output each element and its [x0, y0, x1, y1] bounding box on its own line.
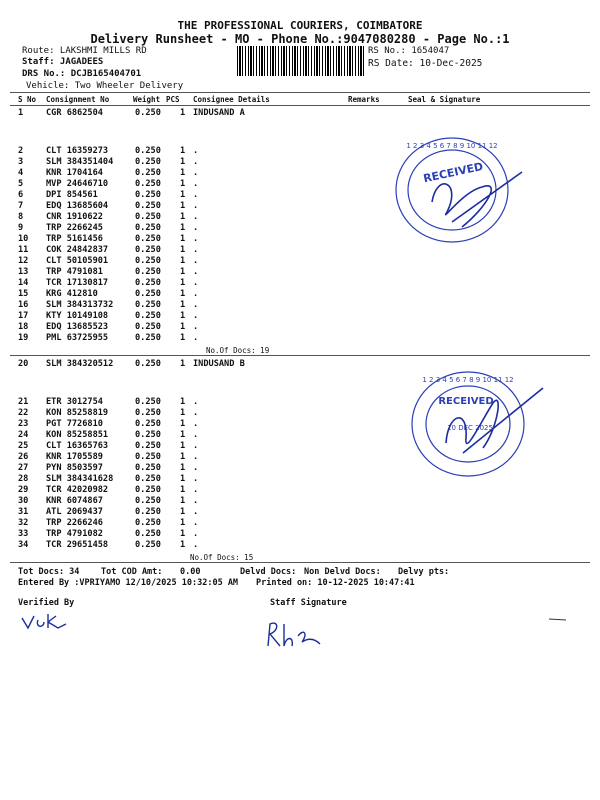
- table-row: 23 PGT 7726810 0.250 1 .: [18, 419, 199, 429]
- table-row: 18 EDQ 13685523 0.250 1 .: [18, 322, 199, 332]
- staff-signature: [264, 618, 324, 650]
- table-row: 31 ATL 2069437 0.250 1 .: [18, 507, 199, 517]
- header-rule-bottom: [10, 105, 590, 106]
- table-row: 1 CGR 6862504 0.250 1 INDUSAND A: [18, 108, 245, 118]
- table-row: 10 TRP 5161456 0.250 1 .: [18, 234, 199, 244]
- stamp-date-text: 10 DEC 2025: [447, 424, 493, 432]
- table-row: 30 KNR 6074867 0.250 1 .: [18, 496, 199, 506]
- runsheet-subtitle: Delivery Runsheet - MO - Phone No.:9047080280 - Page No.:1: [90, 32, 510, 46]
- delivery-points: Delvy pts:: [398, 567, 450, 577]
- stamp-received-text: RECEIVED: [422, 159, 485, 186]
- table-row: 4 KNR 1704164 0.250 1 .: [18, 168, 199, 178]
- group-divider: [10, 562, 590, 563]
- table-row: 21 ETR 3012754 0.250 1 .: [18, 397, 199, 407]
- stamp-received-text: RECEIVED: [438, 396, 494, 407]
- col-weight: Weight: [133, 95, 161, 104]
- col-remarks: Remarks: [348, 95, 380, 104]
- table-row: 29 TCR 42020982 0.250 1 .: [18, 485, 199, 495]
- table-row: 13 TRP 4791081 0.250 1 .: [18, 267, 199, 277]
- table-row: 12 CLT 50105901 0.250 1 .: [18, 256, 199, 266]
- table-row: 5 MVP 24646710 0.250 1 .: [18, 179, 199, 189]
- table-row: 34 TCR 29651458 0.250 1 .: [18, 540, 199, 550]
- stamp-ring-text: 1 2 3 4 5 6 7 8 9 10 11 12: [422, 376, 514, 384]
- table-row: 22 KON 85258819 0.250 1 .: [18, 408, 199, 418]
- group-doc-count: No.Of Docs: 19: [206, 346, 270, 355]
- entered-by: Entered By :VPRIYAMO 12/10/2025 10:32:05 AM: [18, 578, 239, 588]
- header-rule-top: [10, 92, 590, 93]
- col-sno: S No: [18, 95, 37, 104]
- table-row: 2 CLT 16359273 0.250 1 .: [18, 146, 199, 156]
- table-row: 26 KNR 1705589 0.250 1 .: [18, 452, 199, 462]
- table-row: 17 KTY 10149108 0.250 1 .: [18, 311, 199, 321]
- group-divider: [10, 355, 590, 356]
- table-row: 16 SLM 384313732 0.250 1 .: [18, 300, 199, 310]
- table-row: 24 KON 85258851 0.250 1 .: [18, 430, 199, 440]
- table-row: 32 TRP 2266246 0.250 1 .: [18, 518, 199, 528]
- received-stamp-1: [392, 132, 532, 250]
- stamp-ring-text: 1 2 3 4 5 6 7 8 9 10 11 12: [406, 142, 498, 150]
- table-row: 33 TRP 4791082 0.250 1 .: [18, 529, 199, 539]
- table-row: 25 CLT 16365763 0.250 1 .: [18, 441, 199, 451]
- col-pcs: PCS: [166, 95, 180, 104]
- company-title: THE PROFESSIONAL COURIERS, COIMBATORE: [177, 19, 423, 32]
- received-stamp-2: [408, 368, 548, 480]
- col-seal: Seal & Signature: [408, 95, 481, 104]
- vehicle-label: Vehicle: Two Wheeler Delivery: [26, 81, 184, 91]
- verified-by-label: Verified By: [18, 598, 75, 608]
- table-row: 7 EDQ 13685604 0.250 1 .: [18, 201, 199, 211]
- rs-number: RS No.: 1654047: [368, 46, 450, 56]
- table-row: 14 TCR 17130817 0.250 1 .: [18, 278, 199, 288]
- non-delivered-docs: Non Delvd Docs:: [304, 567, 381, 577]
- table-row: 11 COK 24842837 0.250 1 .: [18, 245, 199, 255]
- route-label: Route: LAKSHMI MILLS RD: [22, 46, 147, 56]
- group-doc-count: No.Of Docs: 15: [190, 553, 254, 562]
- table-row: 28 SLM 384341628 0.250 1 .: [18, 474, 199, 484]
- total-cod-amount: 0.00: [180, 567, 201, 577]
- staff-label: Staff: JAGADEES: [22, 57, 104, 67]
- drs-number: DRS No.: DCJB165404701: [22, 69, 142, 79]
- col-consignment: Consignment No: [46, 95, 110, 104]
- table-row: 20 SLM 384320512 0.250 1 INDUSAND B: [18, 359, 245, 369]
- delivered-docs: Delvd Docs:: [240, 567, 297, 577]
- table-row: 27 PYN 8503597 0.250 1 .: [18, 463, 199, 473]
- table-row: 6 DPI 854561 0.250 1 .: [18, 190, 199, 200]
- table-row: 19 PML 63725955 0.250 1 .: [18, 333, 199, 343]
- verifier-signature: [20, 610, 70, 632]
- table-row: 8 CNR 1910622 0.250 1 .: [18, 212, 199, 222]
- table-row: 9 TRP 2266245 0.250 1 .: [18, 223, 199, 233]
- total-cod-label: Tot COD Amt:: [101, 567, 163, 577]
- rs-date: RS Date: 10-Dec-2025: [368, 58, 483, 69]
- table-row: 3 SLM 384351404 0.250 1 .: [18, 157, 199, 167]
- signature-mark: [548, 616, 568, 622]
- printed-on: Printed on: 10-12-2025 10:47:41: [256, 578, 415, 588]
- barcode: [237, 46, 365, 76]
- total-docs: Tot Docs: 34: [18, 567, 80, 577]
- col-consignee: Consignee Details: [193, 95, 270, 104]
- table-row: 15 KRG 412810 0.250 1 .: [18, 289, 199, 299]
- staff-signature-label: Staff Signature: [270, 598, 347, 608]
